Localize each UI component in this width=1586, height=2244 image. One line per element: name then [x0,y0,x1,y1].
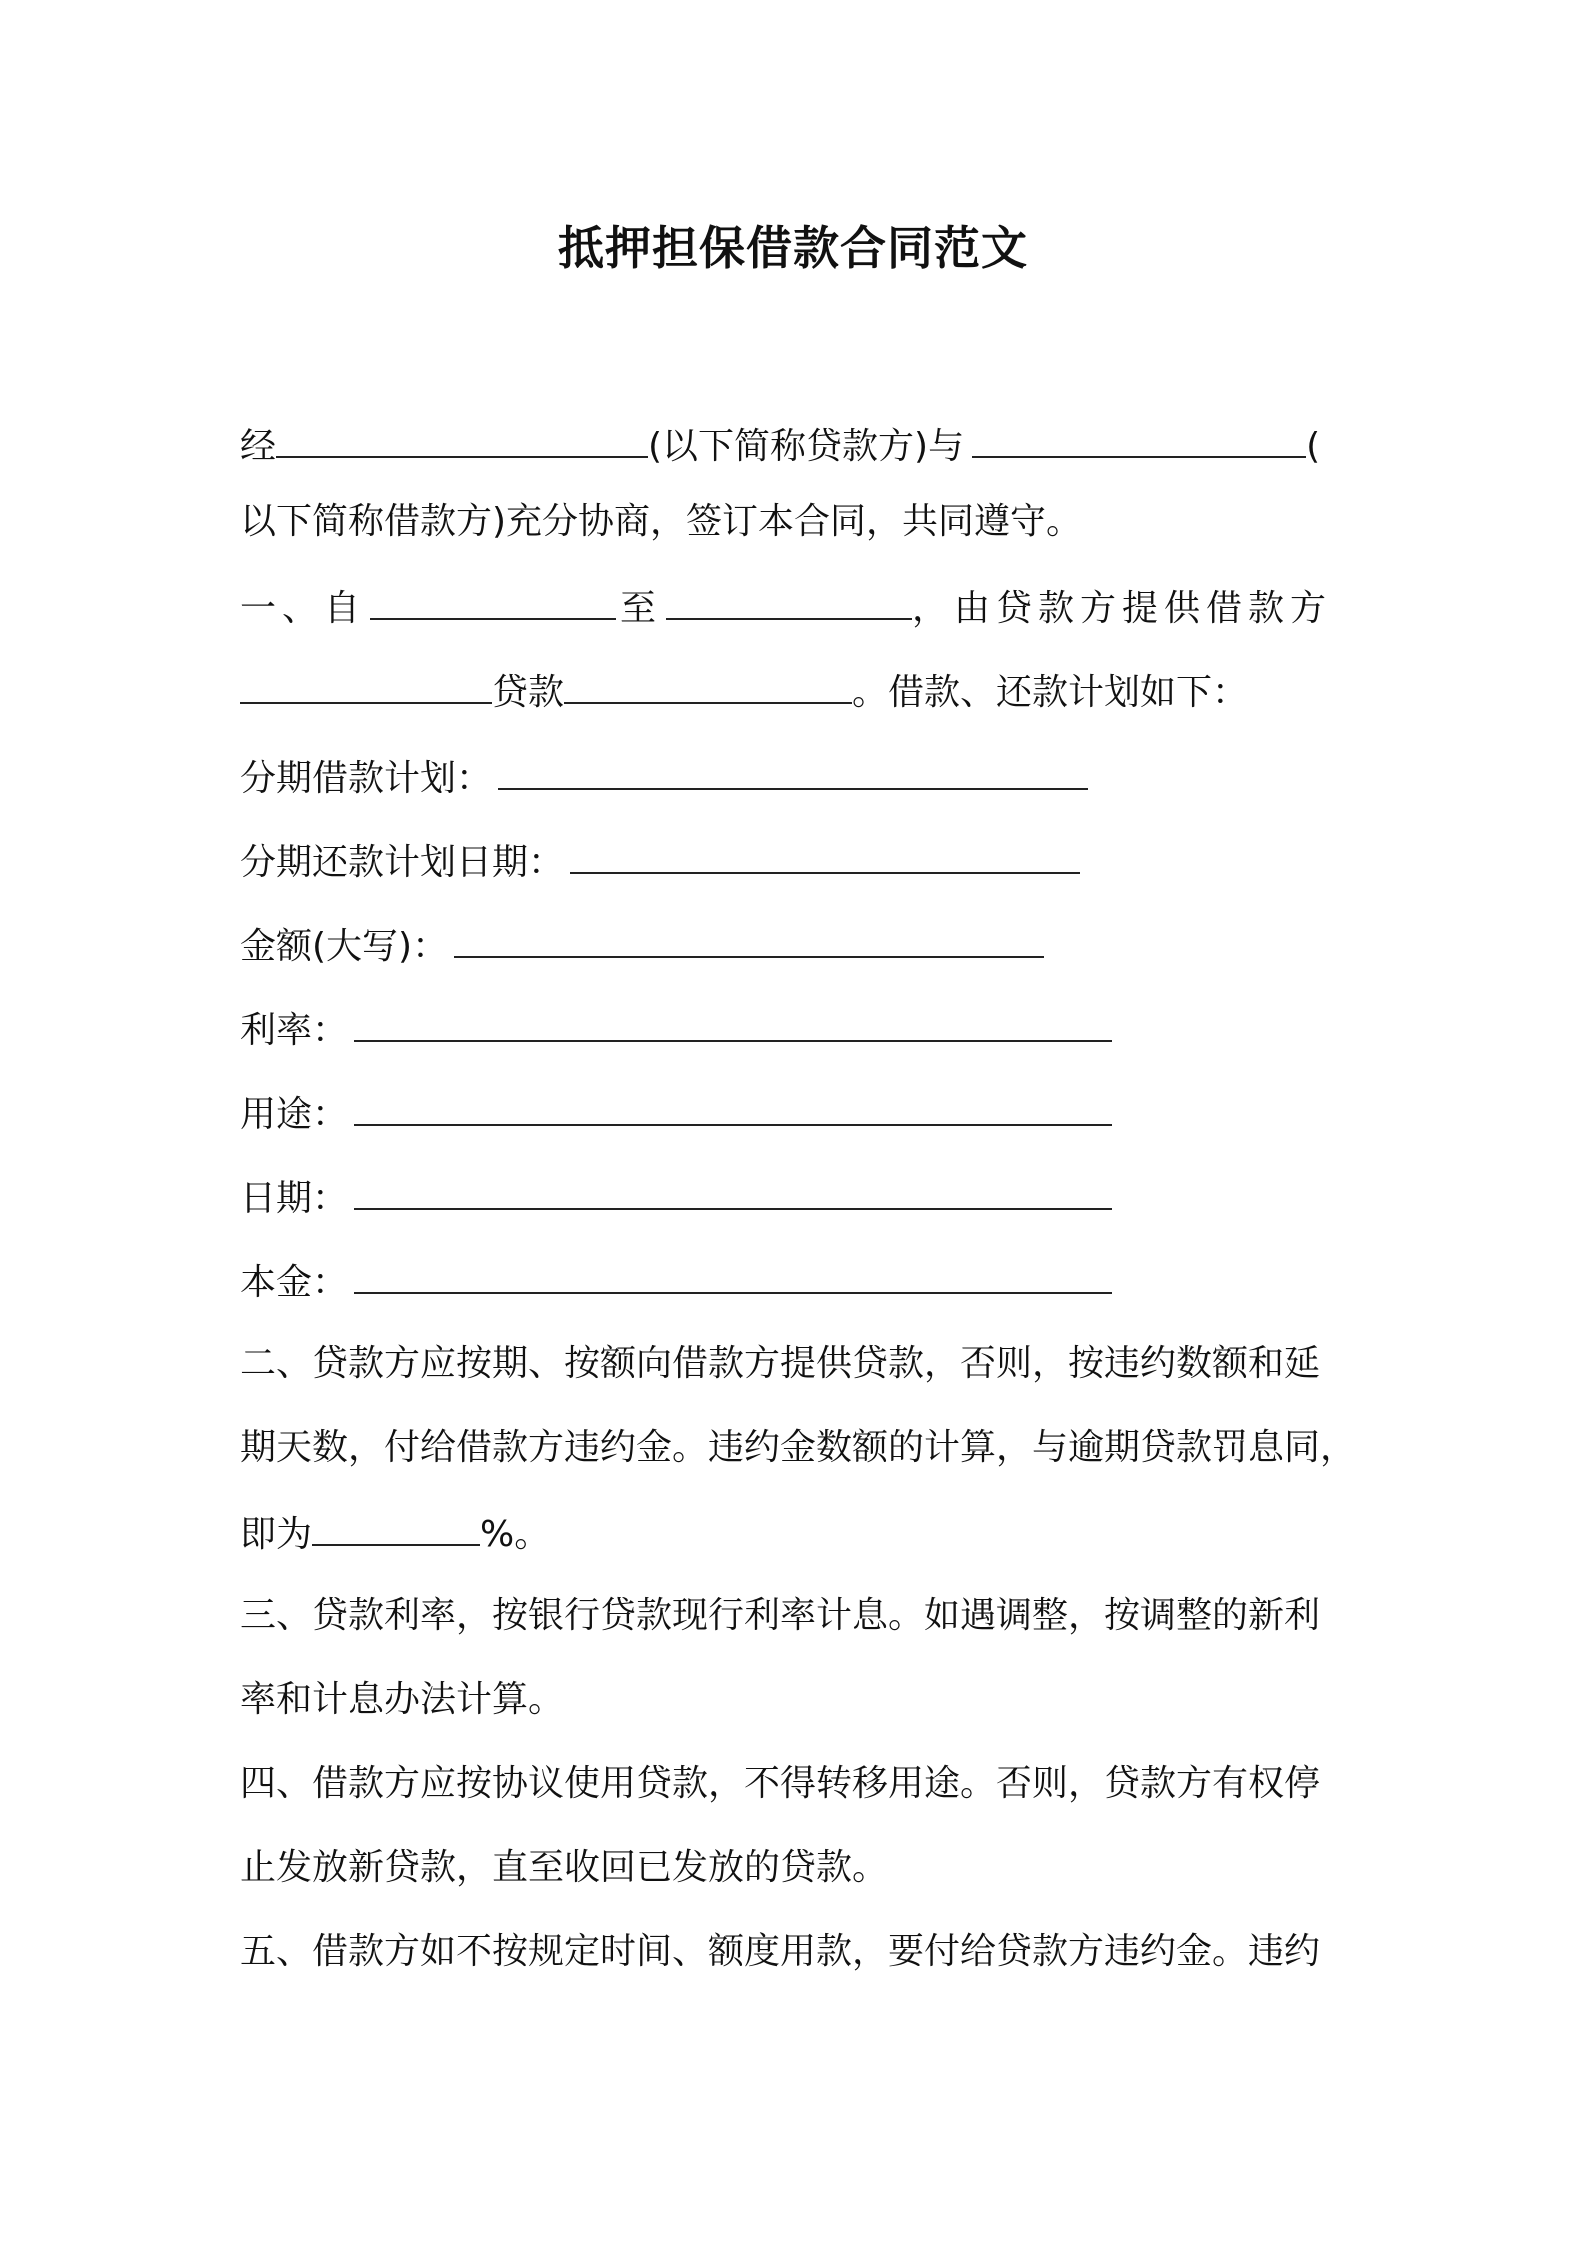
clause5-line-1: 五、借款方如不按规定时间、额度用款，要付给贷款方违约金。违约 [240,1931,1321,1972]
clause2-line-1: 二、贷款方应按期、按额向借款方提供贷款，否则，按违约数额和延 [240,1343,1321,1384]
amount-caps-blank[interactable] [454,920,1044,958]
clause3-line-1: 三、贷款利率，按银行贷款现行利率计息。如遇调整，按调整的新利 [240,1595,1321,1636]
field-label: 分期还款计划日期： [240,842,565,883]
field-label: 分期借款计划： [240,758,493,799]
clause3-line-2: 率和计息办法计算。 [240,1679,565,1720]
clause1-line-2 [240,666,1248,717]
purpose-blank[interactable] [354,1088,1112,1126]
field-amount-caps [240,920,1044,971]
clause1-text-e: 。借款、还款计划如下： [852,672,1249,713]
field-repayment-date [240,836,1080,887]
clause2-line-2: 期天数，付给借款方违约金。违约金数额的计算，与逾期贷款罚息同， [240,1427,1357,1468]
clause1-text-b: 至 [620,588,663,629]
clause1-line-1 [240,582,1332,633]
document-title: 抵押担保借款合同范文 [558,221,1028,275]
field-label: 利率： [240,1010,349,1051]
borrower-name-blank[interactable] [972,420,1306,458]
field-interest-rate [240,1004,1112,1055]
lender-name-blank[interactable] [276,420,648,458]
field-label: 本金： [240,1262,349,1303]
clause4-line-1: 四、借款方应按协议使用贷款，不得转移用途。否则，贷款方有权停 [240,1763,1321,1804]
clause4-line-2: 止发放新贷款，直至收回已发放的贷款。 [240,1847,889,1888]
repayment-date-blank[interactable] [570,836,1080,874]
penalty-rate-blank[interactable] [312,1508,480,1546]
clause1-text-c: ，由贷款方提供借款方 [912,588,1333,629]
interest-rate-blank[interactable] [354,1004,1112,1042]
field-label: 金额(大写)： [240,926,449,967]
date-blank[interactable] [354,1172,1112,1210]
intro-text-2: (以下简称贷款方)与 [648,426,965,467]
installment-plan-blank[interactable] [498,752,1088,790]
intro-line-1 [240,420,1320,471]
intro-text-3: ( [1306,426,1321,467]
field-installment-plan [240,752,1088,803]
intro-line-2: 以下简称借款方)充分协商，签订本合同，共同遵守。 [240,501,1083,542]
field-principal [240,1256,1112,1307]
start-date-blank[interactable] [370,582,616,620]
field-label: 用途： [240,1094,349,1135]
field-label: 日期： [240,1178,349,1219]
end-date-blank[interactable] [666,582,912,620]
intro-text-1: 经 [240,426,277,467]
principal-blank[interactable] [354,1256,1112,1294]
clause2-line-3 [240,1508,550,1559]
loan-amount-blank[interactable] [564,666,852,704]
borrower-blank[interactable] [240,666,492,704]
clause2-text-a: 即为 [240,1514,313,1555]
field-date [240,1172,1112,1223]
clause1-text-d: 贷款 [492,672,565,713]
clause1-text-a: 一、自 [240,588,367,629]
clause2-text-b: %。 [480,1514,551,1555]
field-purpose [240,1088,1112,1139]
